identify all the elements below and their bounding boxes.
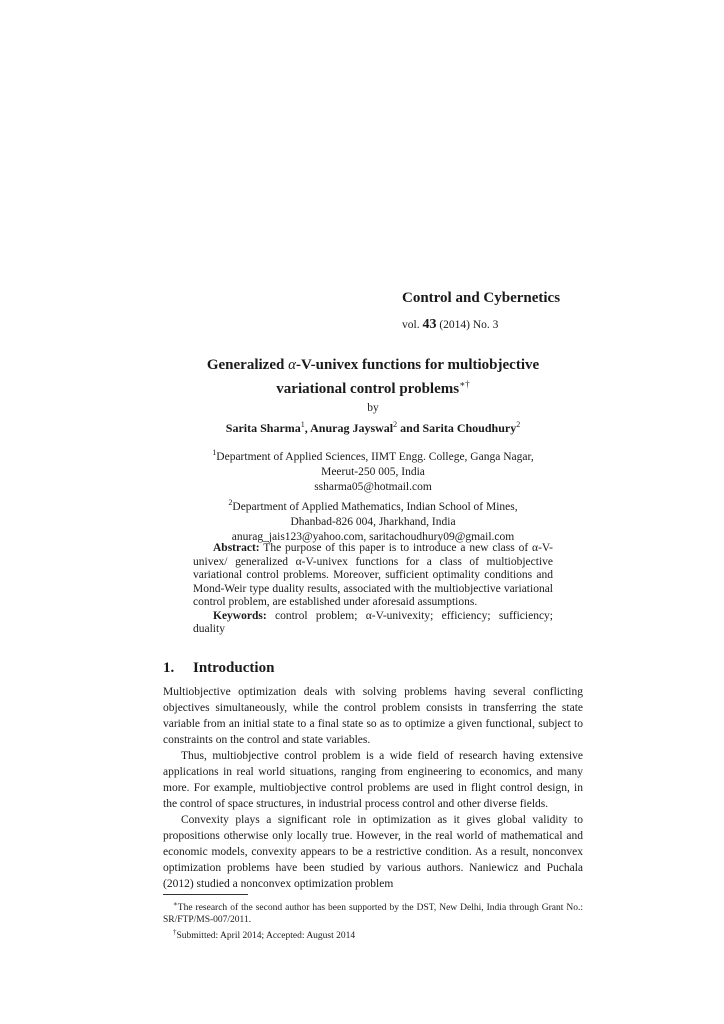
author-affiliation-number: 1 <box>300 420 305 429</box>
affiliation-number: 2 <box>228 497 233 507</box>
author-name: Sarita Sharma <box>225 421 301 435</box>
title-line1-rest: -V-univex functions for multiobjective <box>295 357 540 373</box>
volume-prefix: vol. <box>402 319 420 331</box>
affiliation-line2: Meerut-250 005, India <box>321 465 425 478</box>
keywords-text: control problem; α-V-univexity; efficiency; sufficiency; duality <box>193 609 553 635</box>
author-separator: and <box>397 421 423 435</box>
footnotes <box>163 898 583 942</box>
title-alpha-symbol: α <box>288 357 296 373</box>
section-body <box>163 684 583 892</box>
affiliation-email: anurag_jais123@yahoo.com, saritachoudhury09@gmail.com <box>231 530 515 543</box>
section-number: 1. <box>163 660 175 676</box>
section-heading <box>163 660 274 677</box>
affiliation-number: 1 <box>212 448 217 457</box>
by-line: by <box>367 402 379 414</box>
footnote-text: The research of the second author has been supported by the DST, New Delhi, India through Grant No.: SR/FTP/MS-007/2011. <box>163 903 583 926</box>
keywords-label: Keywords: <box>213 609 267 622</box>
title-footnote-marks: ∗† <box>459 379 470 389</box>
footnote <box>163 898 583 926</box>
affiliation-line2: Dhanbad-826 004, Jharkhand, India <box>290 515 456 528</box>
author-name: Anurag Jayswal <box>310 421 394 435</box>
affiliation-line1: Department of Applied Sciences, IIMT Engg. College, Ganga Nagar, <box>216 450 534 463</box>
footnote-rule <box>163 894 248 895</box>
body-paragraph: Thus, multiobjective control problem is a wide field of research having extensive applications in real world situations, ranging from engineering to economics, and many more. For example, multiobjective control problems are used in flight control design, in the control of space structures, in industrial process control and other diverse fields. <box>163 750 583 810</box>
abstract-label: Abstract: <box>213 542 260 554</box>
affiliation-2 <box>163 495 583 545</box>
affiliation-line1: Department of Applied Mathematics, Indian School of Mines, <box>232 500 518 513</box>
body-paragraph: Convexity plays a significant role in optimization as it gives global validity to propositions otherwise only locally true. However, in the real world of mathematical and economic models, convexity appears to be a restrictive condition. As a result, nonconvex optimization problems have been studied by various authors. Naniewicz and Puchala (2012) studied a nonconvex optimization problem <box>163 814 583 890</box>
body-paragraph: Multiobjective optimization deals with solving problems having several conflicting objectives simultaneously, while the control problem consists in transferring the state variable from an initial state to a final state so as to optimize a given functional, subject to constraints on the control and state variables. <box>163 686 583 746</box>
journal-name: Control and Cybernetics <box>402 290 561 306</box>
section-title: Introduction <box>193 660 275 676</box>
affiliation-1 <box>163 445 583 495</box>
title-line2: variational control problems <box>276 381 460 397</box>
footnote <box>163 926 583 942</box>
footnote-mark: ∗ <box>173 900 178 908</box>
affiliation-email: ssharma05@hotmail.com <box>314 480 432 493</box>
title-prefix: Generalized <box>206 357 289 373</box>
author-list <box>163 420 583 436</box>
volume-suffix: (2014) No. 3 <box>439 319 499 331</box>
author-affiliation-number: 2 <box>393 420 398 429</box>
footnote-text: Submitted: April 2014; Accepted: August 2014 <box>176 931 356 942</box>
abstract-block <box>193 542 553 637</box>
footnote-mark: † <box>173 928 177 937</box>
author-name: Sarita Choudhury <box>422 421 517 435</box>
affiliations <box>163 445 583 545</box>
abstract-paragraph <box>193 542 553 610</box>
abstract-text: The purpose of this paper is to introduce a new class of α-V-univex/ generalized α-V-univex functions for a class of multiobjective variational control problems. Moreover, sufficient optimality conditions and Mond-Weir type duality results, associated with the multiobjective variational control problem, are established under aforesaid assumptions. <box>193 542 553 608</box>
journal-volume <box>402 317 602 333</box>
paper-title <box>163 356 583 399</box>
volume-number: 43 <box>422 317 437 332</box>
author-separator: , <box>304 421 311 435</box>
keywords-paragraph <box>193 610 553 637</box>
author-affiliation-number: 2 <box>516 420 521 429</box>
